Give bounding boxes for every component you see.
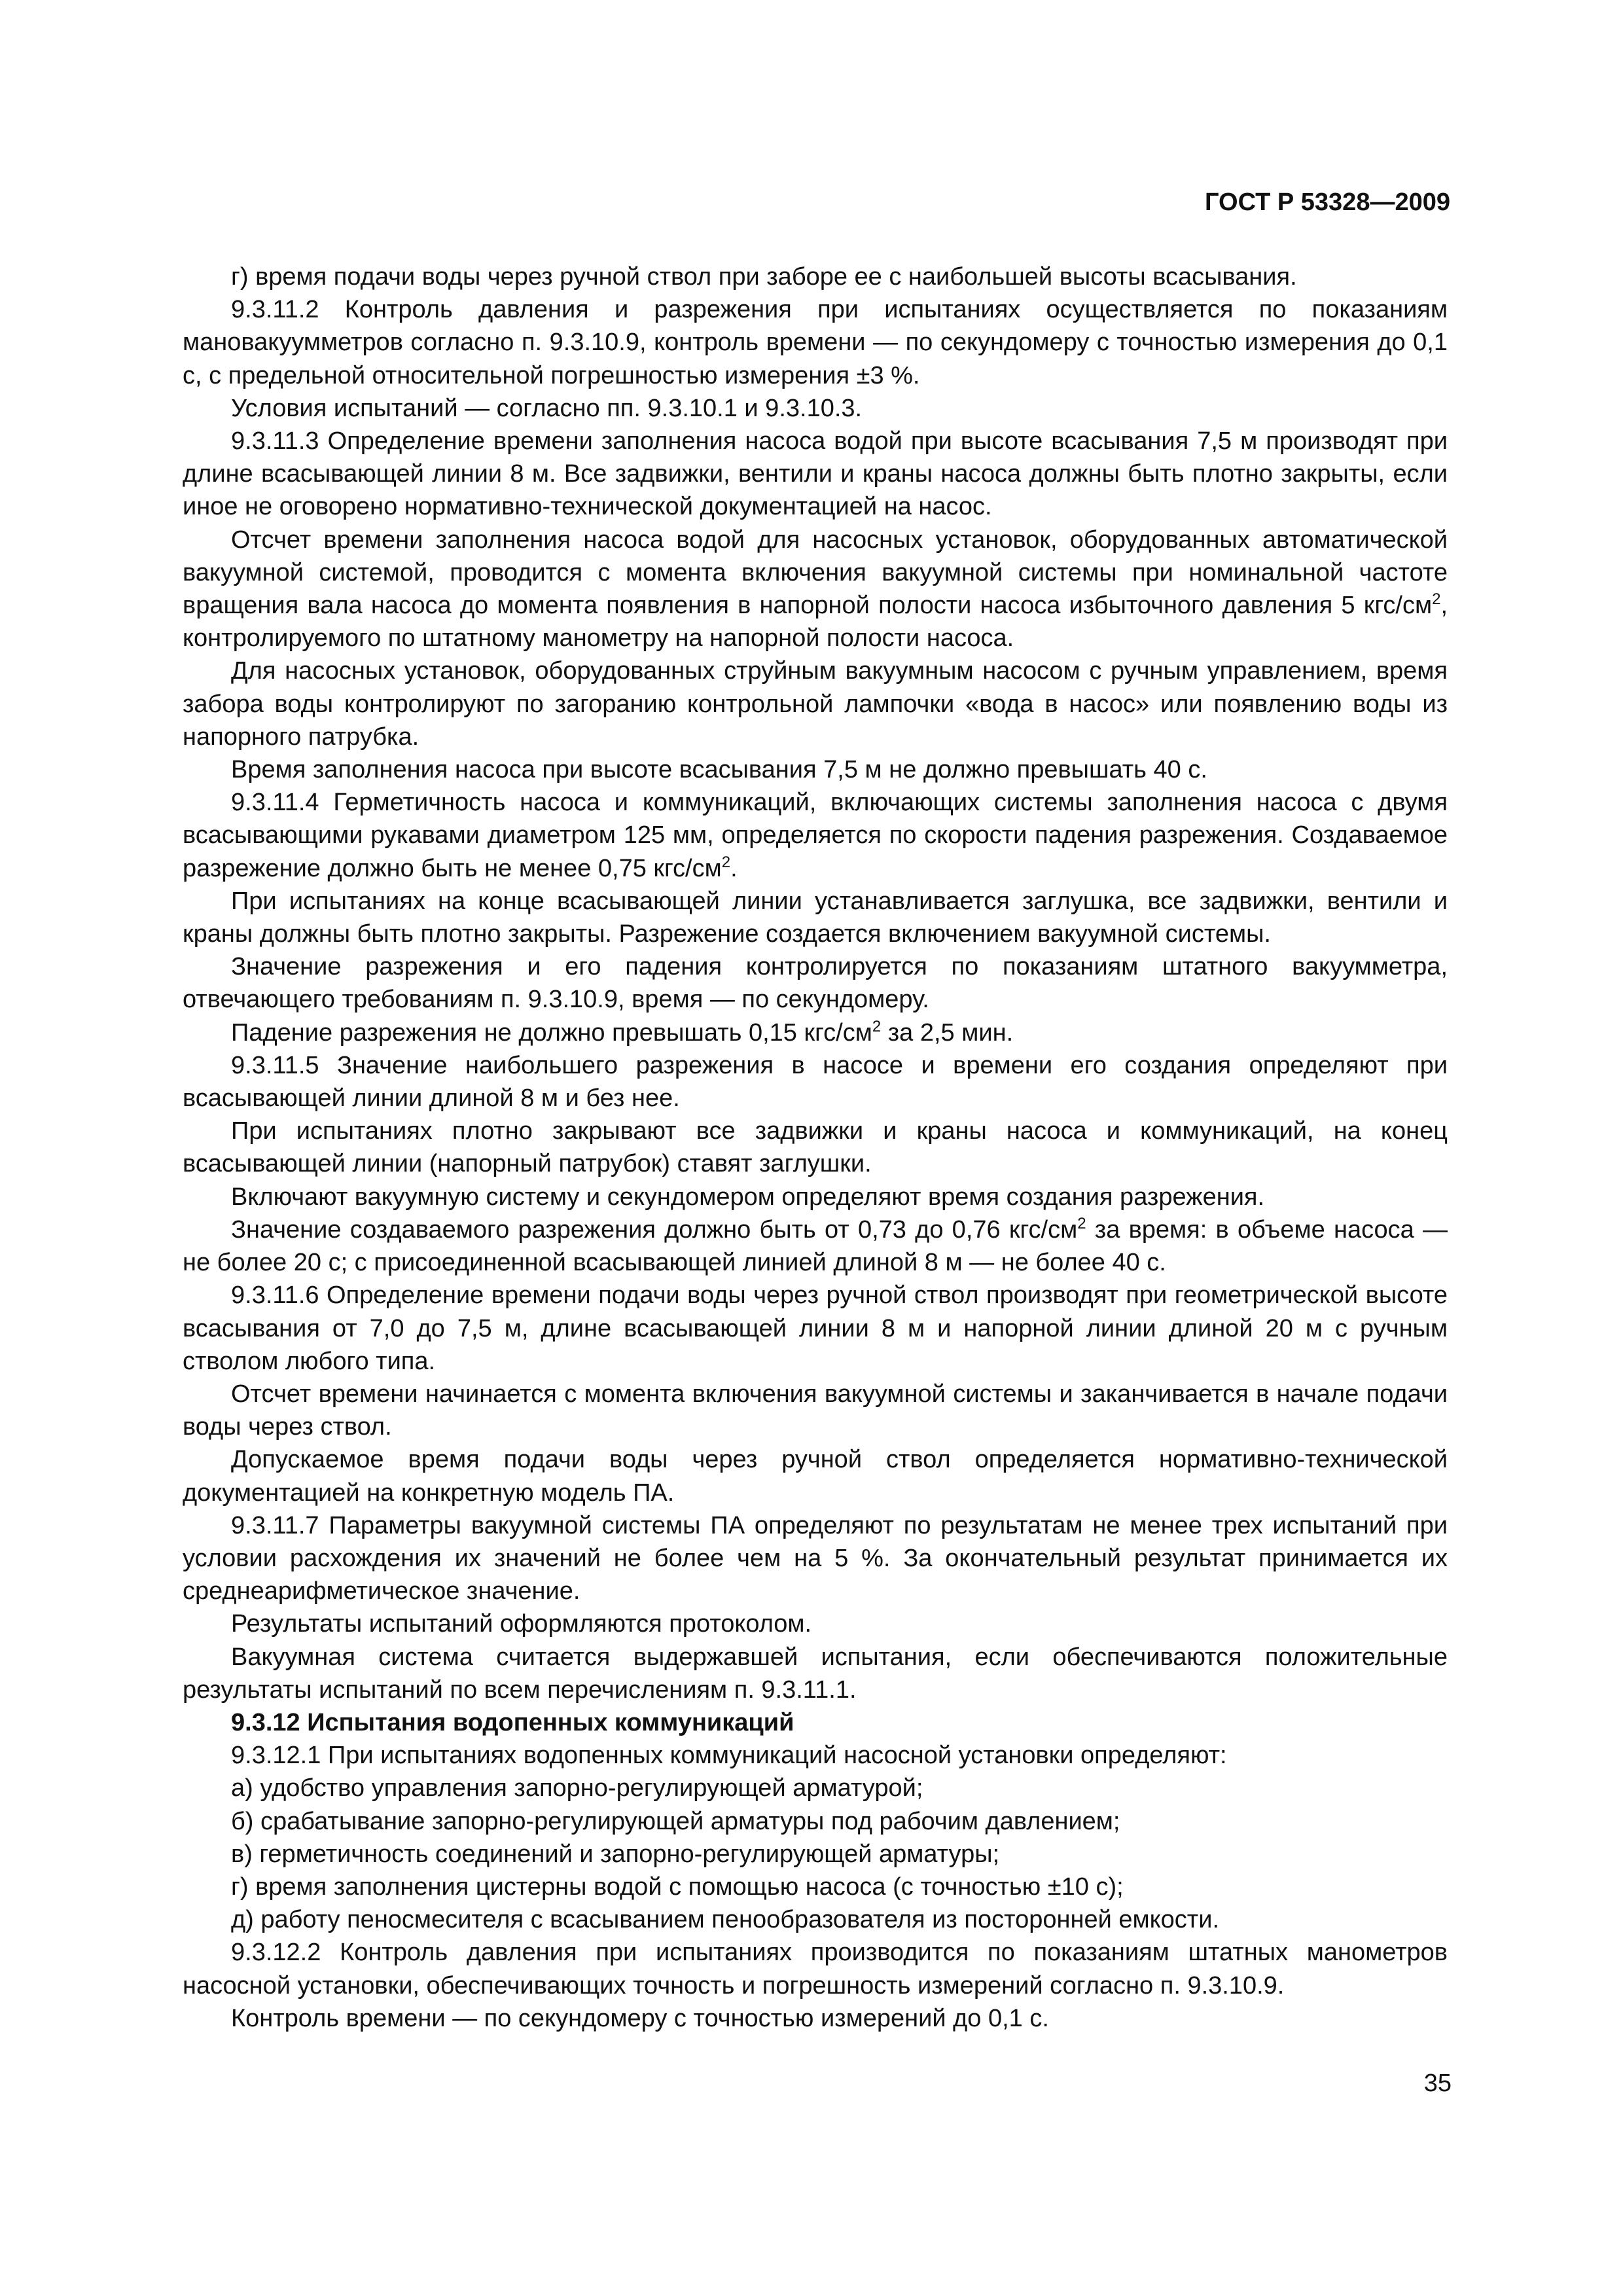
paragraph: Вакуумная система считается выдержавшей испытания, если обеспечиваются положительные результаты испытаний по всем перечислениям п. 9.3.11.1. — [183, 1643, 1448, 1704]
paragraph: Включают вакуумную систему и секундомером определяют время создания разрежения. — [231, 1183, 1265, 1211]
paragraph-text: Значение создаваемого разрежения должно быть от 0,73 до 0,76 кгс/см — [231, 1215, 1078, 1244]
paragraph: а) удобство управления запорно-регулирующей арматурой; — [231, 1774, 923, 1803]
paragraph-text: за 2,5 мин. — [881, 1018, 1014, 1047]
page-number: 35 — [1423, 2070, 1452, 2097]
section-heading: 9.3.12 Испытания водопенных коммуникаций — [231, 1708, 794, 1736]
paragraph-text: , контролируемого по штатному манометру на напорной полости насоса. — [183, 592, 1448, 653]
document-code-header: ГОСТ Р 53328—2009 — [1205, 188, 1450, 216]
paragraph: Для насосных установок, оборудованных струйным вакуумным насосом с ручным управлением, время забора воды контролируют по загоранию контрольной лампочки «вода в насос» или появлению воды из напорного патрубка. — [183, 657, 1448, 751]
superscript: 2 — [721, 853, 731, 871]
superscript: 2 — [1077, 1214, 1086, 1232]
paragraph: При испытаниях плотно закрывают все задвижки и краны насоса и коммуникаций, на конец всасывающей линии (напорный патрубок) ставят заглушки. — [183, 1117, 1448, 1178]
paragraph-text: Падение разрежения не должно превышать 0,15 кгс/см — [231, 1018, 872, 1047]
paragraph-text: Отсчет времени заполнения насоса водой для насосных установок, оборудованных автоматической вакуумной системой, проводится с момента включения вакуумной системы при номинальной частоте вращения вала насоса до момента появления в напорной полости насоса избыточного давления 5 кгс/см — [183, 526, 1448, 620]
paragraph — [183, 1213, 1448, 1279]
paragraph: 9.3.12.2 Контроль давления при испытаниях производится по показаниям штатных манометров насосной установки, обеспечивающих точность и погрешность измерений согласно п. 9.3.10.9. — [183, 1939, 1448, 2000]
paragraph: Контроль времени — по секундомеру с точностью измерений до 0,1 с. — [231, 2004, 1049, 2032]
paragraph: б) срабатывание запорно-регулирующей арматуры под рабочим давлением; — [231, 1807, 1120, 1835]
document-body — [183, 260, 1448, 2035]
paragraph — [183, 786, 1448, 885]
superscript: 2 — [872, 1017, 882, 1035]
paragraph-text: 9.3.11.4 Герметичность насоса и коммуникаций, включающих системы заполнения насоса с двумя всасывающими рукавами диаметром 125 мм, определяется по скорости падения разрежения. Создаваемое разрежение должно быть не менее 0,75 кгс/см — [183, 789, 1448, 882]
paragraph — [183, 1016, 1448, 1049]
paragraph: При испытаниях на конце всасывающей линии устанавливается заглушка, все задвижки, вентили и краны должны быть плотно закрыты. Разрежение создается включением вакуумной системы. — [183, 887, 1448, 948]
paragraph: в) герметичность соединений и запорно-регулирующей арматуры; — [231, 1840, 1000, 1868]
paragraph: 9.3.11.5 Значение наибольшего разрежения в насосе и времени его создания определяют при всасывающей линии длиной 8 м и без нее. — [183, 1051, 1448, 1113]
paragraph: 9.3.11.2 Контроль давления и разрежения при испытаниях осуществляется по показаниям мановакуумметров согласно п. 9.3.10.9, контроль времени — по секундомеру с точностью измерения до 0,1 с, с предельной относительной погрешностью измерения ±3 %. — [183, 296, 1448, 389]
paragraph: Значение разрежения и его падения контролируется по показаниям штатного вакуумметра, отвечающего требованиям п. 9.3.10.9, время — по секундомеру. — [183, 953, 1448, 1014]
paragraph: Отсчет времени начинается с момента включения вакуумной системы и заканчивается в начале подачи воды через ствол. — [183, 1380, 1448, 1441]
paragraph: 9.3.12.1 При испытаниях водопенных коммуникаций насосной установки определяют: — [231, 1742, 1227, 1770]
paragraph: 9.3.11.6 Определение времени подачи воды через ручной ствол производят при геометрической высоте всасывания от 7,0 до 7,5 м, длине всасывающей линии 8 м и напорной линии длиной 20 м с ручным стволом любого типа. — [183, 1282, 1448, 1375]
paragraph: 9.3.11.7 Параметры вакуумной системы ПА определяют по результатам не менее трех испытаний при условии расхождения их значений не более чем на 5 %. За окончательный результат принимается их среднеарифметическое значение. — [183, 1511, 1448, 1605]
paragraph: 9.3.11.3 Определение времени заполнения насоса водой при высоте всасывания 7,5 м производят при длине всасывающей линии 8 м. Все задвижки, вентили и краны насоса должны быть плотно закрыты, если иное не оговорено нормативно-технической документацией на насос. — [183, 427, 1448, 521]
paragraph: Допускаемое время подачи воды через ручной ствол определяется нормативно-технической документацией на конкретную модель ПА. — [183, 1446, 1448, 1507]
paragraph: Результаты испытаний оформляются протоколом. — [231, 1610, 812, 1638]
paragraph: д) работу пеносмесителя с всасыванием пенообразователя из посторонней емкости. — [231, 1906, 1219, 1934]
paragraph — [183, 524, 1448, 655]
superscript: 2 — [1432, 590, 1441, 609]
paragraph: Время заполнения насоса при высоте всасывания 7,5 м не должно превышать 40 с. — [231, 756, 1207, 784]
paragraph: Условия испытаний — согласно пп. 9.3.10.1 и 9.3.10.3. — [231, 394, 863, 422]
paragraph-text: за время: в объеме насоса — не более 20 с; с присоединенной всасывающей линией длиной 8 м — не более 40 с. — [183, 1215, 1448, 1277]
paragraph: г) время заполнения цистерны водой с помощью насоса (с точностью ±10 с); — [231, 1873, 1124, 1901]
paragraph-text: . — [730, 854, 738, 882]
paragraph: г) время подачи воды через ручной ствол при заборе ее с наибольшей высоты всасывания. — [231, 263, 1297, 291]
